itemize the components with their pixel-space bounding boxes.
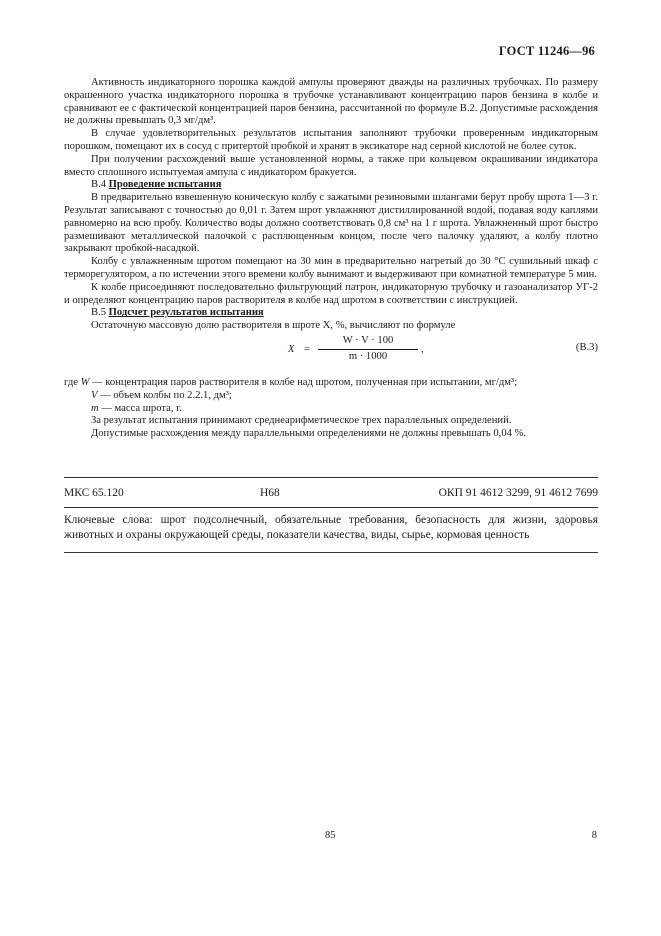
keywords: Ключевые слова: шрот подсолнечный, обязательные требования, безопасность для жизни, здоровья животных и охраны окружающей среды, показатели качества, виды, сырье, кормовая ценность <box>64 514 598 541</box>
paragraph-ampoule-check: Активность индикаторного порошка каждой ампулы проверяют дважды на различных трубочках. По размеру окрашенного участка индикаторного порошка в трубочке устанавливают концентрацию паров бензина в колбе и сравнивают ее с фактической концентрацией паров бензина, рассчитанной по формуле В.2. Допустимые расхождения не должны превышать 0,3 мг/дм³. <box>64 77 598 127</box>
paragraph-satisfactory-result: В случае удовлетворительных результатов испытания заполняют трубочки проверенным индикаторным порошком, помещают их в сосуд с притертой пробкой и хранят в эксикаторе над серной кислотой не более суток. <box>64 128 598 152</box>
section-b5-heading <box>64 307 598 320</box>
definition-m <box>64 403 598 416</box>
symbol-v: V <box>91 389 98 401</box>
paragraph-drying: Колбу с увлажненным шротом помещают на 30 мин в предварительно нагретый до 30 °С сушильный шкаф с терморегулятором, а по истечении этого времени колбу вынимают и выдерживают при комнатной температуре 5 мин. <box>64 256 598 280</box>
main-text <box>64 77 598 441</box>
formula-numerator: W · V · 100 <box>318 335 418 350</box>
formula-denominator: m · 1000 <box>348 350 388 362</box>
formula-fraction <box>318 335 418 364</box>
standard-header: ГОСТ 11246—96 <box>498 44 595 58</box>
definition-w-text: — концентрация паров растворителя в колбе над шротом, полученная при испытании, мг/дм³; <box>89 376 518 388</box>
classification-line <box>64 487 598 501</box>
group-code: Н68 <box>260 487 280 499</box>
definition-m-text: — масса шрота, г. <box>98 402 182 414</box>
formula-lhs: X <box>288 343 295 355</box>
formula-number: (В.3) <box>575 341 598 353</box>
paragraph-sample-prep: В предварительно взвешенную коническую колбу с зажатыми резиновыми шлангами берут пробу шрота 1—3 г. Результат записывают с точностью до 0,01 г. Затем шрот увлажняют дистиллированной водой, подавая воду каплями равномерно на всю пробу. Количество воды должно соответствовать 0,8 см³ на 1 г шрота. Увлажненный шрот быстро размешивают металлической палочкой с расплющенным концом, после чего палочку удаляют, а колбу плотно закрывают пробкой-насадкой. <box>64 192 598 255</box>
paragraph-result: За результат испытания принимают среднеарифметическое трех параллельных определений. <box>91 415 512 427</box>
section-b5-title: Подсчет результатов испытания <box>108 307 264 319</box>
where-prefix: где <box>64 376 78 388</box>
definition-v-text: — объем колбы по 2.2.1, дм³; <box>97 389 232 401</box>
section-b4-title: Проведение испытания <box>108 179 222 191</box>
definition-w <box>64 377 598 390</box>
paragraph-discrepancy: При получении расхождений выше установленной нормы, а также при кольцевом окрашивании индикатора вместо сплошного испытуемая ампула с индикатором бракуется. <box>64 153 598 178</box>
page-number-center: 85 <box>325 830 336 841</box>
divider-middle <box>64 507 598 508</box>
divider-top <box>64 477 598 478</box>
section-b4-heading <box>64 179 598 192</box>
section-b4-number: В.4 <box>91 179 107 191</box>
formula-equals: = <box>304 343 310 355</box>
formula-b3 <box>64 335 598 371</box>
paragraph-tolerance: Допустимые расхождения между параллельными определениями не должны превышать 0,04 %. <box>91 428 527 440</box>
formula-comma: , <box>421 343 424 355</box>
symbol-m: m <box>91 402 99 414</box>
symbol-w: W <box>80 376 90 388</box>
divider-bottom <box>64 552 598 553</box>
page-number-right: 8 <box>591 830 597 841</box>
paragraph-formula-intro: Остаточную массовую долю растворителя в шроте X, %, вычисляют по формуле <box>91 320 456 332</box>
definition-v <box>64 390 598 403</box>
okp-code: ОКП 91 4612 3299, 91 4612 7699 <box>438 487 598 499</box>
paragraph-analyzer: К колбе присоединяют последовательно фильтрующий патрон, индикаторную трубочку и газоанализатор УГ-2 и определяют концентрацию паров растворителя в колбе над шротом в соответствии с инструкцией. <box>64 281 598 306</box>
mks-code: МКС 65.120 <box>64 487 124 499</box>
section-b5-number: В.5 <box>91 307 107 319</box>
